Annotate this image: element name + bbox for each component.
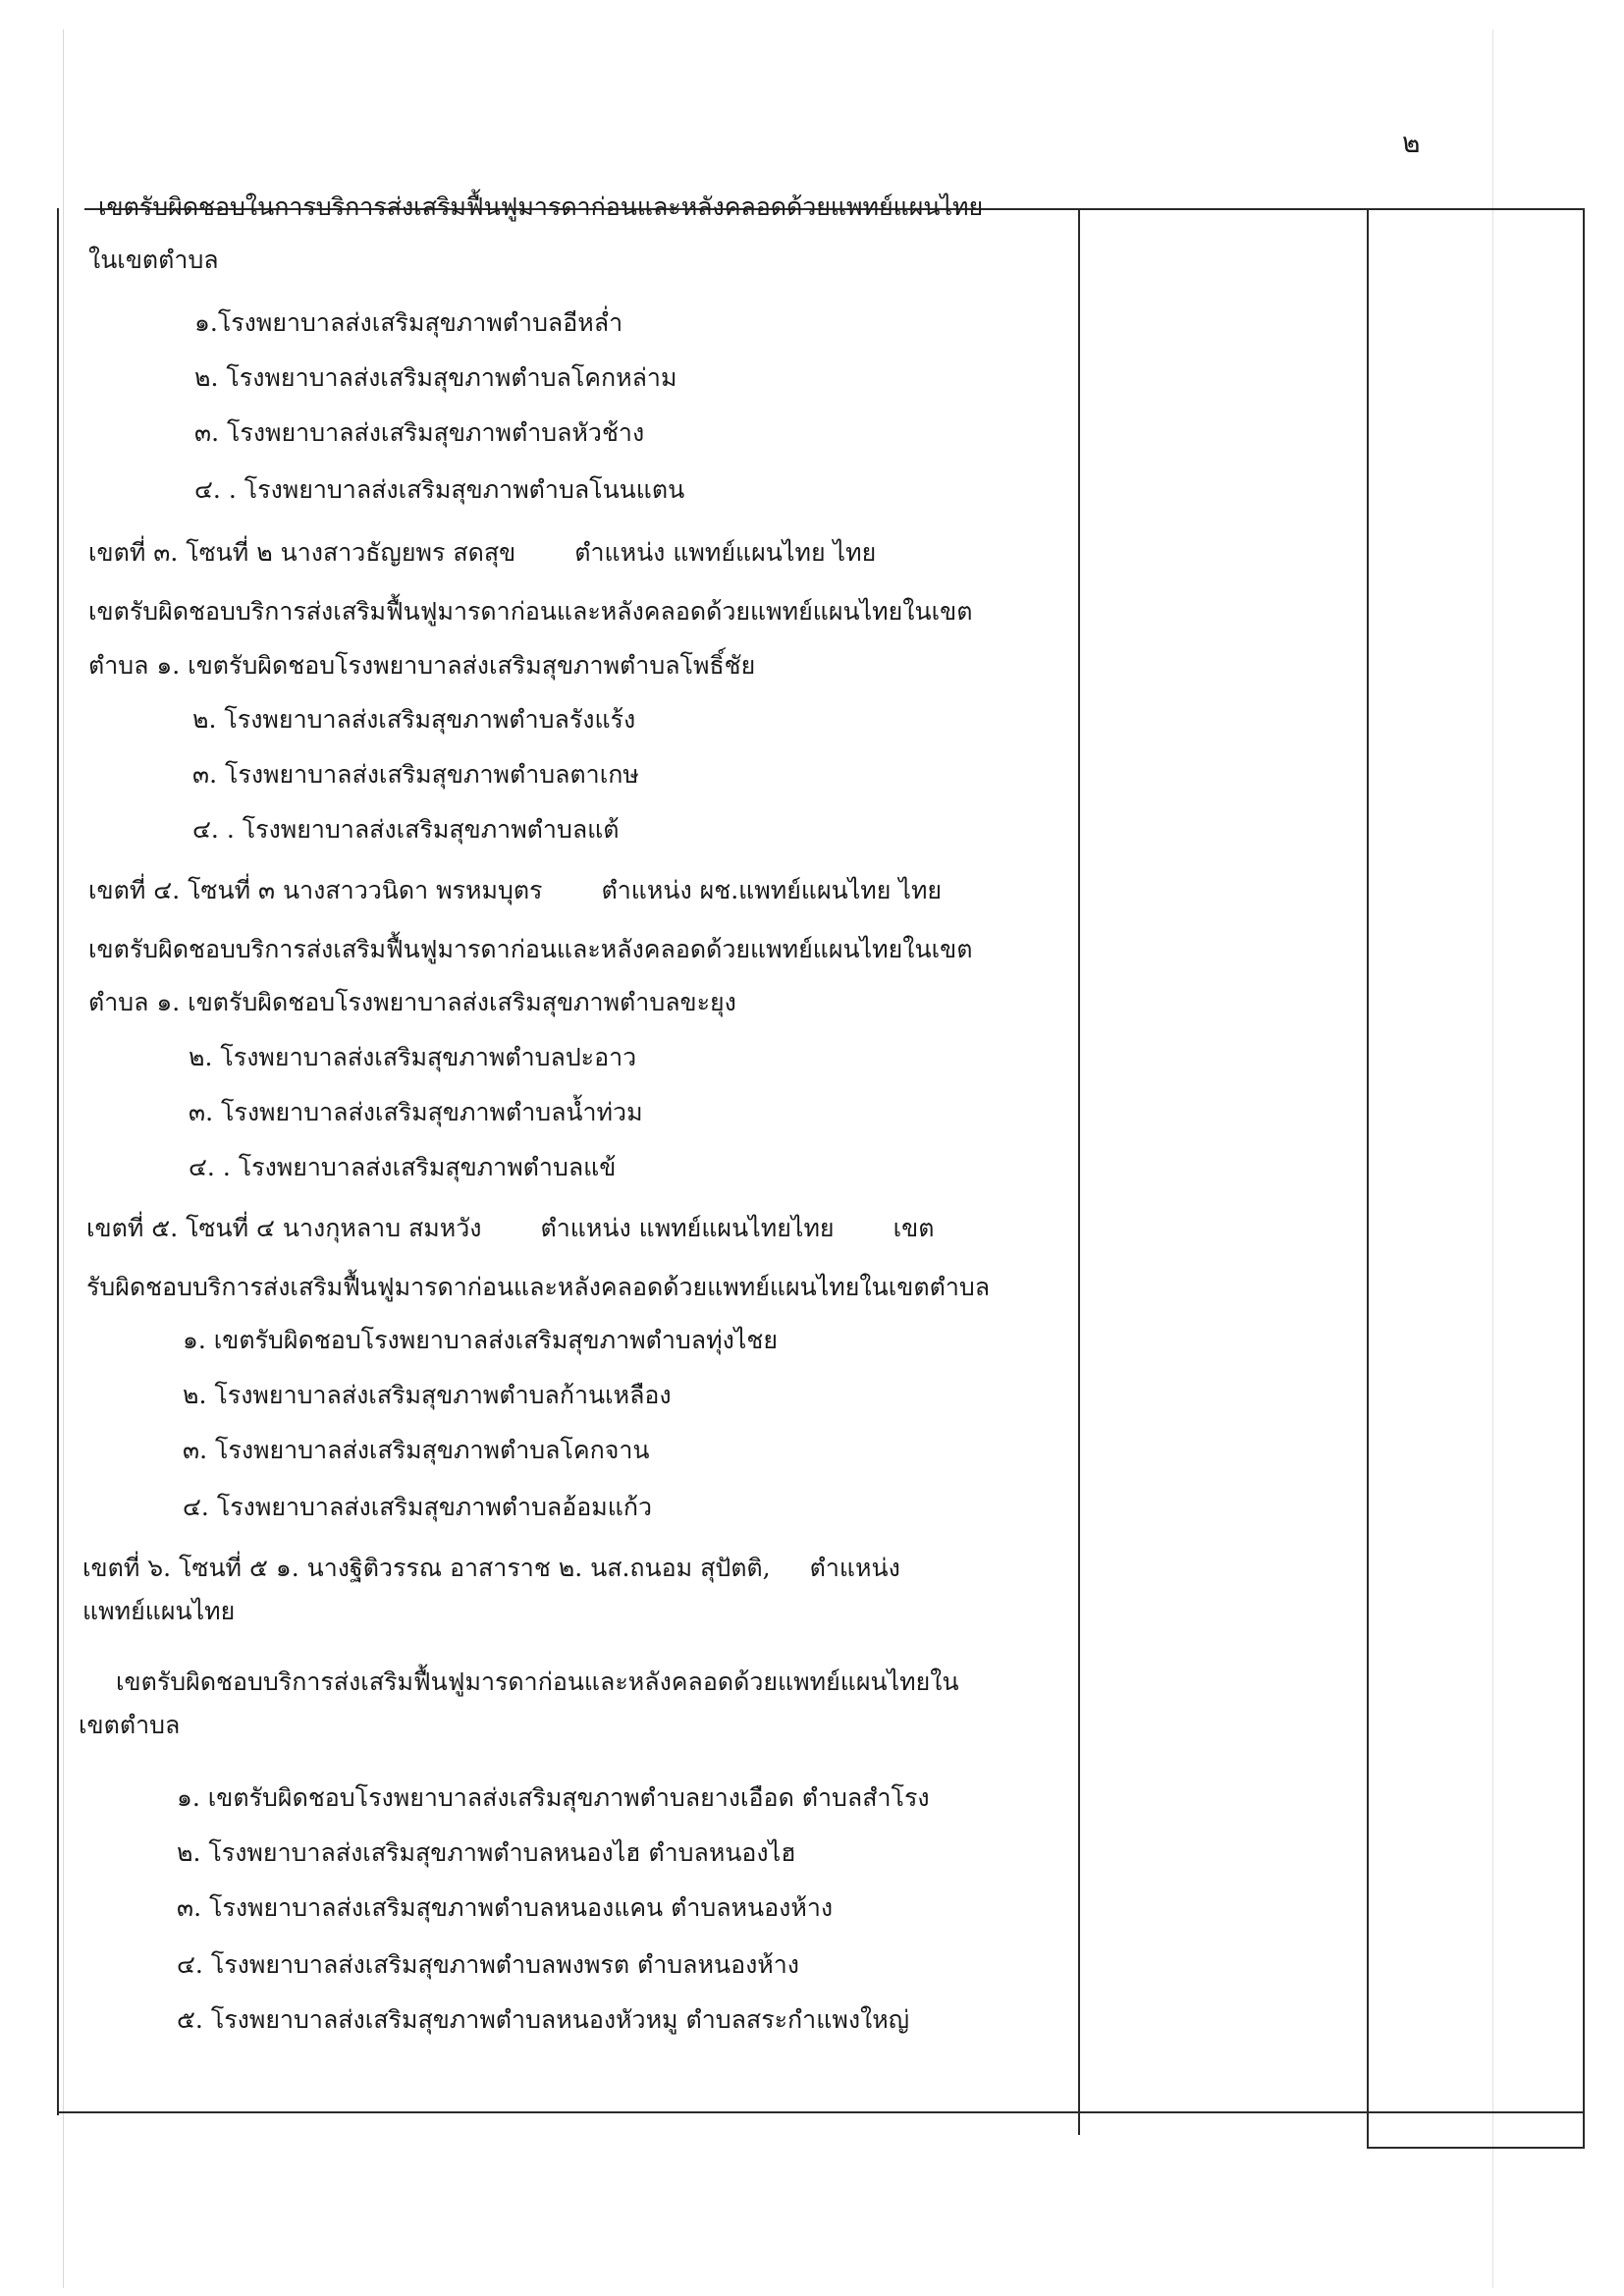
text-line-part: เขตที่ ๔. โซนที่ ๓ นางสาววนิดา พรหมบุตร [88,876,543,904]
text-line: ๔. . โรงพยาบาลส่งเสริมสุขภาพตำบลโนนแตน [194,475,685,504]
scan-edge-left [63,29,64,2288]
text-line-part: ตำแหน่ง แพทย์แผนไทย ไทย [574,538,877,567]
text-line: ๓. โรงพยาบาลส่งเสริมสุขภาพตำบลหนองแคน ตำบลหนองห้าง [177,1893,834,1922]
text-line-part: เขตที่ ๕. โซนที่ ๔ นางกุหลาบ สมหวัง [86,1214,482,1242]
text-line-part: เขตที่ ๖. โซนที่ ๕ ๑. นางฐิติวรรณ อาสาราช ๒. นส.ถนอม สุปัตติ, [82,1554,771,1582]
text-line: เขตรับผิดชอบบริการส่งเสริมฟื้นฟูมารดาก่อนและหลังคลอดด้วยแพทย์แผนไทยในเขต [88,935,973,963]
text-line: เขตตำบล [79,1711,181,1739]
text-line-part: ตำแหน่ง [809,1554,900,1582]
text-line: ๒. โรงพยาบาลส่งเสริมสุขภาพตำบลปะอาว [189,1043,637,1071]
frame-bottom-border [57,2111,1585,2113]
frame-right-border [1583,208,1585,2149]
text-line [86,1212,934,1245]
text-line: ๔. . โรงพยาบาลส่งเสริมสุขภาพตำบลแข้ [189,1153,617,1181]
text-line: ๓. โรงพยาบาลส่งเสริมสุขภาพตำบลหัวช้าง [194,418,645,447]
page-number: ๒ [1402,127,1421,159]
text-line: แพทย์แผนไทย [82,1597,236,1625]
text-line: ๒. โรงพยาบาลส่งเสริมสุขภาพตำบลโคกหล่าม [194,363,677,392]
text-line [88,536,876,570]
text-line: ๓. โรงพยาบาลส่งเสริมสุขภาพตำบลตาเกษ [192,760,639,789]
text-line: เขตรับผิดชอบบริการส่งเสริมฟื้นฟูมารดาก่อนและหลังคลอดด้วยแพทย์แผนไทยในเขต [88,597,973,626]
scan-edge-right [1492,29,1493,2288]
text-line-part: เขตที่ ๓. โซนที่ ๒ นางสาวธัญยพร สดสุข [88,538,516,567]
column-divider-2 [1367,208,1369,2147]
text-line: รับผิดชอบบริการส่งเสริมฟื้นฟูมารดาก่อนและหลังคลอดด้วยแพทย์แผนไทยในเขตตำบล [86,1273,991,1301]
text-line: ๔. โรงพยาบาลส่งเสริมสุขภาพตำบลพงพรต ตำบลหนองห้าง [177,1950,800,1979]
text-line: ๓. โรงพยาบาลส่งเสริมสุขภาพตำบลโคกจาน [183,1436,650,1464]
column-divider-1 [1078,208,1080,2135]
text-line: เขตรับผิดชอบในการบริการส่งเสริมฟื้นฟูมารดาก่อนและหลังคลอดด้วยแพทย์แผนไทย [98,192,984,221]
text-line: ๒. โรงพยาบาลส่งเสริมสุขภาพตำบลก้านเหลือง [183,1381,672,1409]
text-line: ตำบล ๑. เขตรับผิดชอบโรงพยาบาลส่งเสริมสุขภาพตำบลโพธิ์ชัย [88,651,756,680]
text-line-part: ตำแหน่ง แพทย์แผนไทยไทย [540,1214,835,1242]
text-line: ตำบล ๑. เขตรับผิดชอบโรงพยาบาลส่งเสริมสุขภาพตำบลขะยุง [88,988,736,1016]
text-line [88,874,942,907]
text-line-part: เขต [893,1214,935,1242]
text-line: เขตรับผิดชอบบริการส่งเสริมฟื้นฟูมารดาก่อนและหลังคลอดด้วยแพทย์แผนไทยใน [116,1667,959,1696]
text-line: ๒. โรงพยาบาลส่งเสริมสุขภาพตำบลหนองไฮ ตำบลหนองไฮ [177,1838,796,1867]
text-line: ๕. โรงพยาบาลส่งเสริมสุขภาพตำบลหนองหัวหมู ตำบลสระกำแพงใหญ่ [177,2005,910,2034]
frame-bottom-right-segment [1367,2147,1585,2149]
text-line: ๔. โรงพยาบาลส่งเสริมสุขภาพตำบลอ้อมแก้ว [183,1493,653,1521]
text-line: ๒. โรงพยาบาลส่งเสริมสุขภาพตำบลรังแร้ง [192,705,636,734]
text-line: ๔. . โรงพยาบาลส่งเสริมสุขภาพตำบลแต้ [192,815,620,844]
text-line: ในเขตตำบล [88,246,219,274]
text-line: ๑.โรงพยาบาลส่งเสริมสุขภาพตำบลอีหล่ำ [194,308,623,337]
text-line [82,1552,900,1585]
text-line: ๑. เขตรับผิดชอบโรงพยาบาลส่งเสริมสุขภาพตำบลทุ่งไชย [183,1326,778,1354]
text-line: ๓. โรงพยาบาลส่งเสริมสุขภาพตำบลน้ำท่วม [189,1098,643,1126]
frame-left-border [57,208,59,2115]
text-line: ๑. เขตรับผิดชอบโรงพยาบาลส่งเสริมสุขภาพตำบลยางเอือด ตำบลสำโรง [177,1783,930,1812]
text-line-part: ตำแหน่ง ผช.แพทย์แผนไทย ไทย [601,876,943,904]
